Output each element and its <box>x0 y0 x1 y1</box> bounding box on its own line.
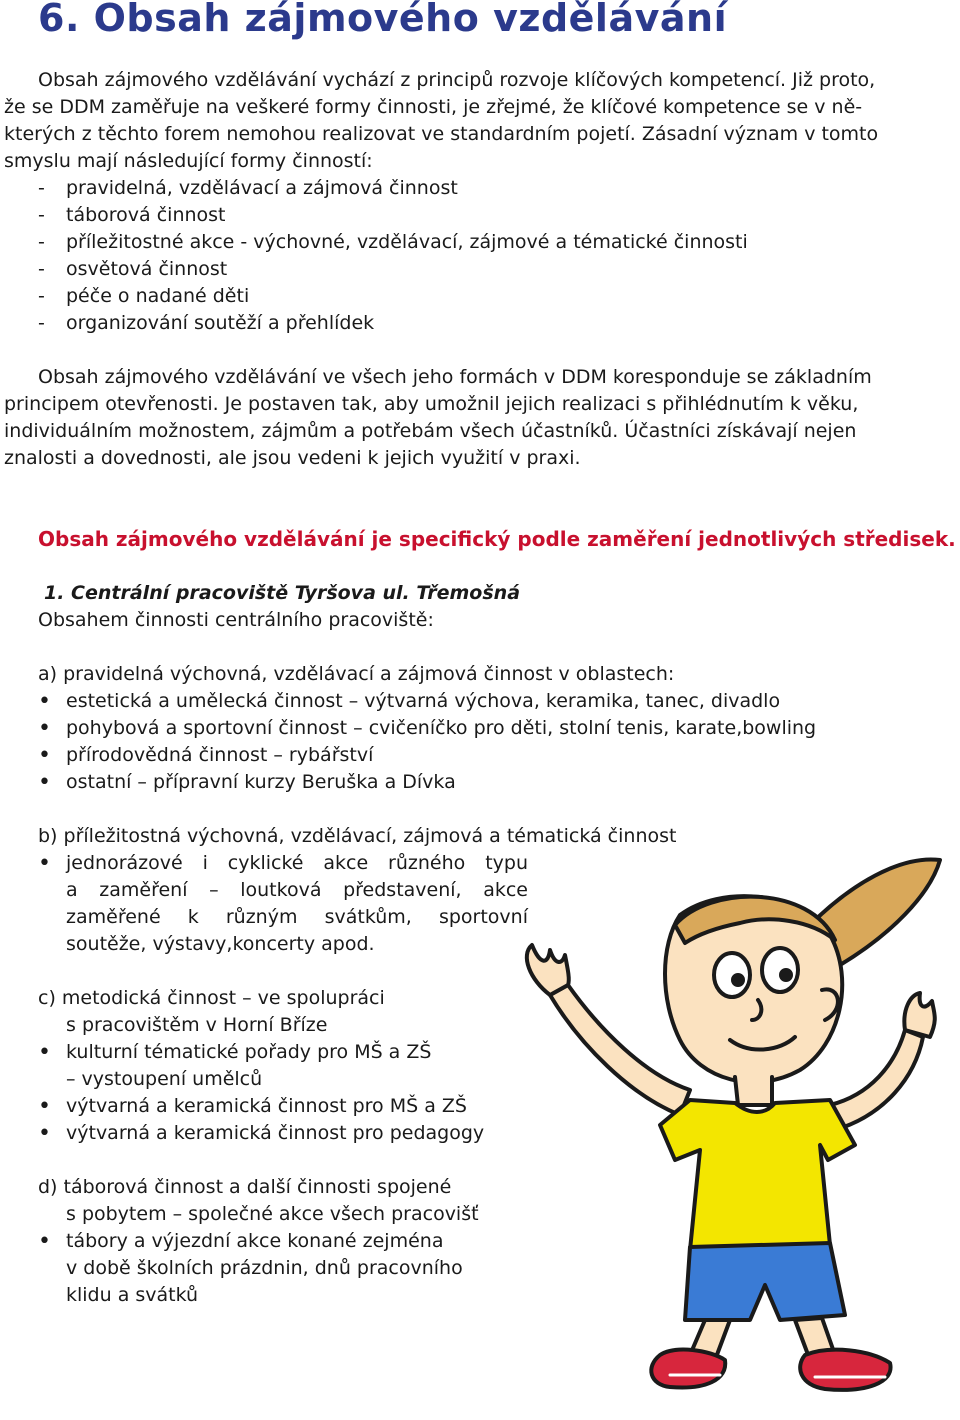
dash-marker: - <box>38 285 45 307</box>
list-item-line: jednorázové i cyklické akce různého typu <box>66 852 528 874</box>
right-eye <box>762 948 798 992</box>
paragraph-line: principem otevřenosti. Je postaven tak, aby umožnil jejich realizaci s přihlédnutím k věku, <box>4 393 859 415</box>
highlight-text: Obsah zájmového vzdělávání je specifický podle zaměření jednotlivých středisek. <box>38 527 956 551</box>
bullet-icon: • <box>38 1121 51 1146</box>
intro-line: kterých z těchto forem nemohou realizovat ve standardním pojetí. Zásadní význam v tomto <box>4 123 879 145</box>
list-item: kulturní tématické pořady pro MŠ a ZŠ <box>66 1041 432 1063</box>
bullet-icon: • <box>38 716 51 741</box>
group-d-heading: d) táborová činnost a další činnosti spojené <box>38 1176 452 1198</box>
list-item: klidu a svátků <box>66 1284 199 1306</box>
intro-line: smyslu mají následující formy činností: <box>4 150 373 172</box>
list-item-line: soutěže, výstavy,koncerty apod. <box>66 933 375 955</box>
page-title: 6. Obsah zájmového vzdělávání <box>38 0 728 40</box>
shorts <box>685 1243 845 1320</box>
intro-line: že se DDM zaměřuje na veškeré formy činnosti, je zřejmé, že klíčové kompetence se v ně- <box>4 96 863 118</box>
section-heading: 1. Centrální pracoviště Tyršova ul. Třemošná <box>44 582 521 604</box>
group-b-heading: b) příležitostná výchovná, vzdělávací, zájmová a tématická činnost <box>38 825 677 847</box>
right-arm <box>830 1030 923 1130</box>
dash-marker: - <box>38 204 45 226</box>
bullet-icon: • <box>38 743 51 768</box>
group-c-heading: s pracovištěm v Horní Bříze <box>66 1014 328 1036</box>
bullet-icon: • <box>38 770 51 795</box>
paragraph-line: Obsah zájmového vzdělávání ve všech jeho formách v DDM koresponduje se základním <box>38 366 872 388</box>
list-item: – vystoupení umělců <box>66 1068 263 1090</box>
list-item-text: organizování soutěží a přehlídek <box>66 312 375 334</box>
list-item <box>38 310 374 337</box>
right-shoe <box>800 1350 890 1390</box>
list-item <box>38 256 227 283</box>
list-item-line: a zaměření – loutková představení, akce <box>66 879 528 901</box>
list-item: výtvarná a keramická činnost pro pedagogy <box>66 1122 485 1144</box>
section-intro: Obsahem činnosti centrálního pracoviště: <box>38 609 434 631</box>
bullet-icon: • <box>38 689 51 714</box>
list-item-text: pravidelná, vzdělávací a zájmová činnost <box>66 177 458 199</box>
dash-marker: - <box>38 312 45 334</box>
bullet-icon: • <box>38 1229 51 1254</box>
list-item-text: táborová činnost <box>66 204 226 226</box>
left-eye <box>714 953 750 997</box>
list-item-text: osvětová činnost <box>66 258 228 280</box>
dash-marker: - <box>38 177 45 199</box>
list-item: přírodovědná činnost – rybářství <box>66 744 374 766</box>
list-item-text: příležitostné akce - výchovné, vzdělávací, zájmové a tématické činnosti <box>66 231 748 253</box>
list-item: v době školních prázdnin, dnů pracovního <box>66 1257 463 1279</box>
list-item-line: zaměřené k různým svátkům, sportovní <box>66 906 528 928</box>
paragraph-line: znalosti a dovednosti, ale jsou vedeni k jejich využití v praxi. <box>4 447 581 469</box>
list-item <box>38 202 226 229</box>
list-item <box>38 229 748 256</box>
list-item: ostatní – přípravní kurzy Beruška a Dívka <box>66 771 456 793</box>
cartoon-girl-illustration <box>510 815 950 1415</box>
list-item: pohybová a sportovní činnost – cvičeníčko pro děti, stolní tenis, karate,bowling <box>66 717 817 739</box>
bullet-icon: • <box>38 1040 51 1065</box>
list-item: výtvarná a keramická činnost pro MŠ a ZŠ <box>66 1095 467 1117</box>
bullet-icon: • <box>38 851 51 876</box>
neck <box>735 1077 772 1105</box>
left-shoe <box>651 1350 725 1388</box>
list-item <box>38 283 249 310</box>
group-a-heading: a) pravidelná výchovná, vzdělávací a zájmová činnost v oblastech: <box>38 663 675 685</box>
list-item-text: péče o nadané děti <box>66 285 250 307</box>
paragraph-line: individuálním možnostem, zájmům a potřebám všech účastníků. Účastníci získávají nejen <box>4 420 857 442</box>
shirt <box>660 1100 855 1250</box>
right-hand <box>904 993 934 1037</box>
dash-marker: - <box>38 231 45 253</box>
intro-line: Obsah zájmového vzdělávání vychází z principů rozvoje klíčových kompetencí. Již proto, <box>38 69 876 91</box>
bullet-icon: • <box>38 1094 51 1119</box>
dash-marker: - <box>38 258 45 280</box>
left-hand <box>527 945 569 995</box>
list-item: tábory a výjezdní akce konané zejména <box>66 1230 444 1252</box>
list-item <box>38 175 458 202</box>
group-c-heading: c) metodická činnost – ve spolupráci <box>38 987 385 1009</box>
group-d-heading: s pobytem – společné akce všech pracovišť <box>66 1203 479 1225</box>
list-item: estetická a umělecká činnost – výtvarná výchova, keramika, tanec, divadlo <box>66 690 781 712</box>
